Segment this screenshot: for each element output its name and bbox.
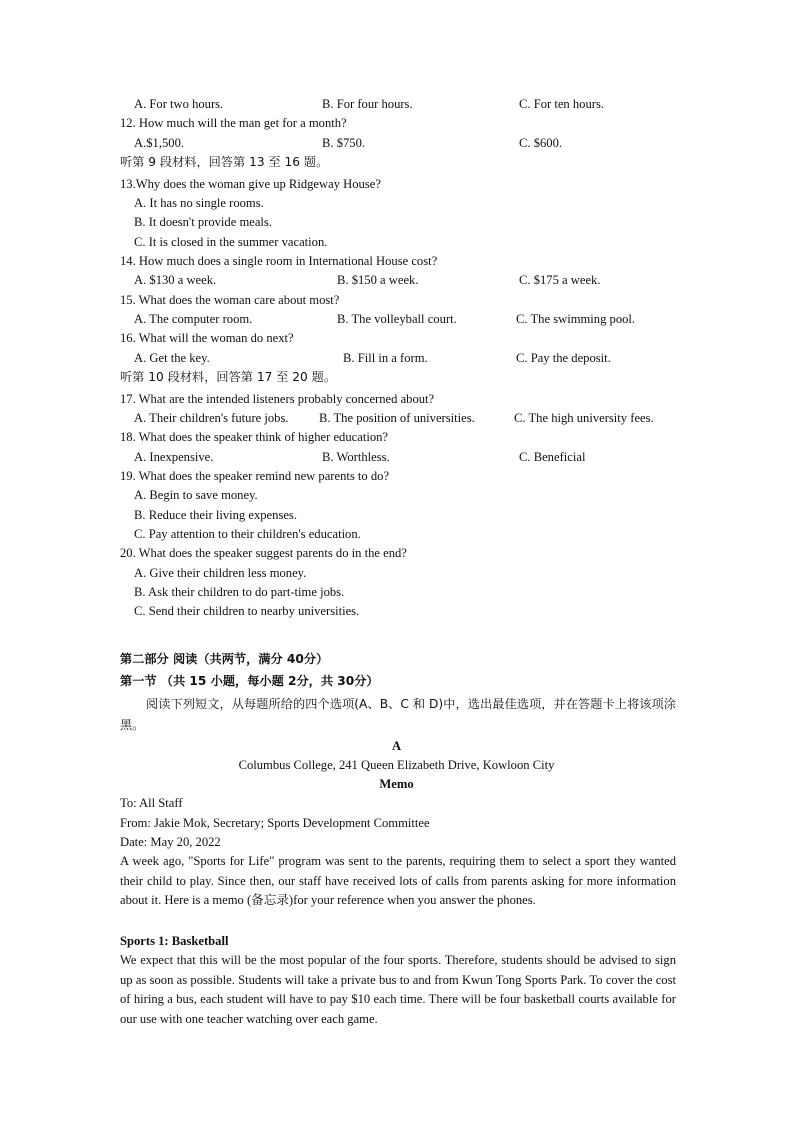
q16-option-b: B. Fill in a form. bbox=[343, 351, 428, 365]
q20-option-a: A. Give their children less money. bbox=[134, 566, 307, 580]
part2-instructions: 阅读下列短文，从每题所给的四个选项(A、B、C 和 D)中，选出最佳选项，并在答题卡上将该项涂黑。 bbox=[120, 697, 676, 732]
sport1-body: We expect that this will be the most popular of the four sports. Therefore, students should be advised to sign up as soon as possible. Students will take a private bus to and from Kwun Tong Sports Park. To cover the cost of hiring a bus, each student will have to pay $10 each time. There will be four basketball courts available for our use with one teacher watching over each game. bbox=[120, 953, 676, 1026]
q17-option-b: B. The position of universities. bbox=[319, 411, 475, 425]
passage-letter: A bbox=[391, 739, 402, 753]
q15-option-b: B. The volleyball court. bbox=[337, 312, 457, 326]
q14-option-c: C. $175 a week. bbox=[519, 273, 601, 287]
q20-option-c: C. Send their children to nearby universities. bbox=[134, 604, 360, 618]
q15-option-c: C. The swimming pool. bbox=[516, 312, 636, 326]
q19-option-c: C. Pay attention to their children's education. bbox=[134, 527, 361, 541]
q12-option-a: A.$1,500. bbox=[134, 136, 185, 150]
q14-option-a: A. $130 a week. bbox=[134, 273, 217, 287]
memo-from: From: Jakie Mok, Secretary; Sports Development Committee bbox=[120, 816, 430, 830]
q14-stem: 14. How much does a single room in International House cost? bbox=[120, 254, 438, 268]
q11-option-c: C. For ten hours. bbox=[519, 97, 605, 111]
q17-option-a: A. Their children's future jobs. bbox=[134, 411, 289, 425]
q14-option-b: B. $150 a week. bbox=[337, 273, 419, 287]
memo-intro: A week ago, "Sports for Life" program was sent to the parents, requiring them to select a sport they wanted their child to play. Since then, our staff have received lots of calls from parents asking for more information about it. Here is a memo (备忘录)for your reference when you answer the phones. bbox=[120, 854, 676, 908]
memo-date: Date: May 20, 2022 bbox=[120, 835, 221, 849]
q13-option-a: A. It has no single rooms. bbox=[134, 196, 264, 210]
q16-stem: 16. What will the woman do next? bbox=[120, 331, 294, 345]
sport1-title: Sports 1: Basketball bbox=[120, 934, 229, 948]
memo-title: Memo bbox=[379, 777, 414, 791]
college-address: Columbus College, 241 Queen Elizabeth Drive, Kowloon City bbox=[238, 758, 555, 772]
part2-section1-title: 第一节 （共 15 小题，每小题 2分，共 30分） bbox=[120, 674, 379, 688]
q19-option-b: B. Reduce their living expenses. bbox=[134, 508, 297, 522]
q12-option-b: B. $750. bbox=[322, 136, 366, 150]
q15-stem: 15. What does the woman care about most? bbox=[120, 293, 340, 307]
q16-option-c: C. Pay the deposit. bbox=[516, 351, 611, 365]
q11-option-a: A. For two hours. bbox=[134, 97, 224, 111]
q19-stem: 19. What does the speaker remind new parents to do? bbox=[120, 469, 390, 483]
part2-title: 第二部分 阅读（共两节，满分 40分） bbox=[120, 652, 329, 666]
q19-option-a: A. Begin to save money. bbox=[134, 488, 258, 502]
q18-option-c: C. Beneficial bbox=[519, 450, 586, 464]
q13-stem: 13.Why does the woman give up Ridgeway House? bbox=[120, 177, 381, 191]
q13-option-c: C. It is closed in the summer vacation. bbox=[134, 235, 328, 249]
memo-to: To: All Staff bbox=[120, 796, 183, 810]
q11-option-b: B. For four hours. bbox=[322, 97, 413, 111]
section10-heading: 听第 10 段材料，回答第 17 至 20 题。 bbox=[120, 370, 337, 384]
q16-option-a: A. Get the key. bbox=[134, 351, 210, 365]
q17-stem: 17. What are the intended listeners probably concerned about? bbox=[120, 392, 435, 406]
q12-option-c: C. $600. bbox=[519, 136, 563, 150]
q18-option-a: A. Inexpensive. bbox=[134, 450, 214, 464]
q20-option-b: B. Ask their children to do part-time jobs. bbox=[134, 585, 345, 599]
q13-option-b: B. It doesn't provide meals. bbox=[134, 215, 272, 229]
q15-option-a: A. The computer room. bbox=[134, 312, 253, 326]
q18-option-b: B. Worthless. bbox=[322, 450, 390, 464]
section9-heading: 听第 9 段材料，回答第 13 至 16 题。 bbox=[120, 155, 329, 169]
q12-stem: 12. How much will the man get for a month? bbox=[120, 116, 347, 130]
q18-stem: 18. What does the speaker think of higher education? bbox=[120, 430, 388, 444]
q20-stem: 20. What does the speaker suggest parents do in the end? bbox=[120, 546, 407, 560]
q17-option-c: C. The high university fees. bbox=[514, 411, 654, 425]
